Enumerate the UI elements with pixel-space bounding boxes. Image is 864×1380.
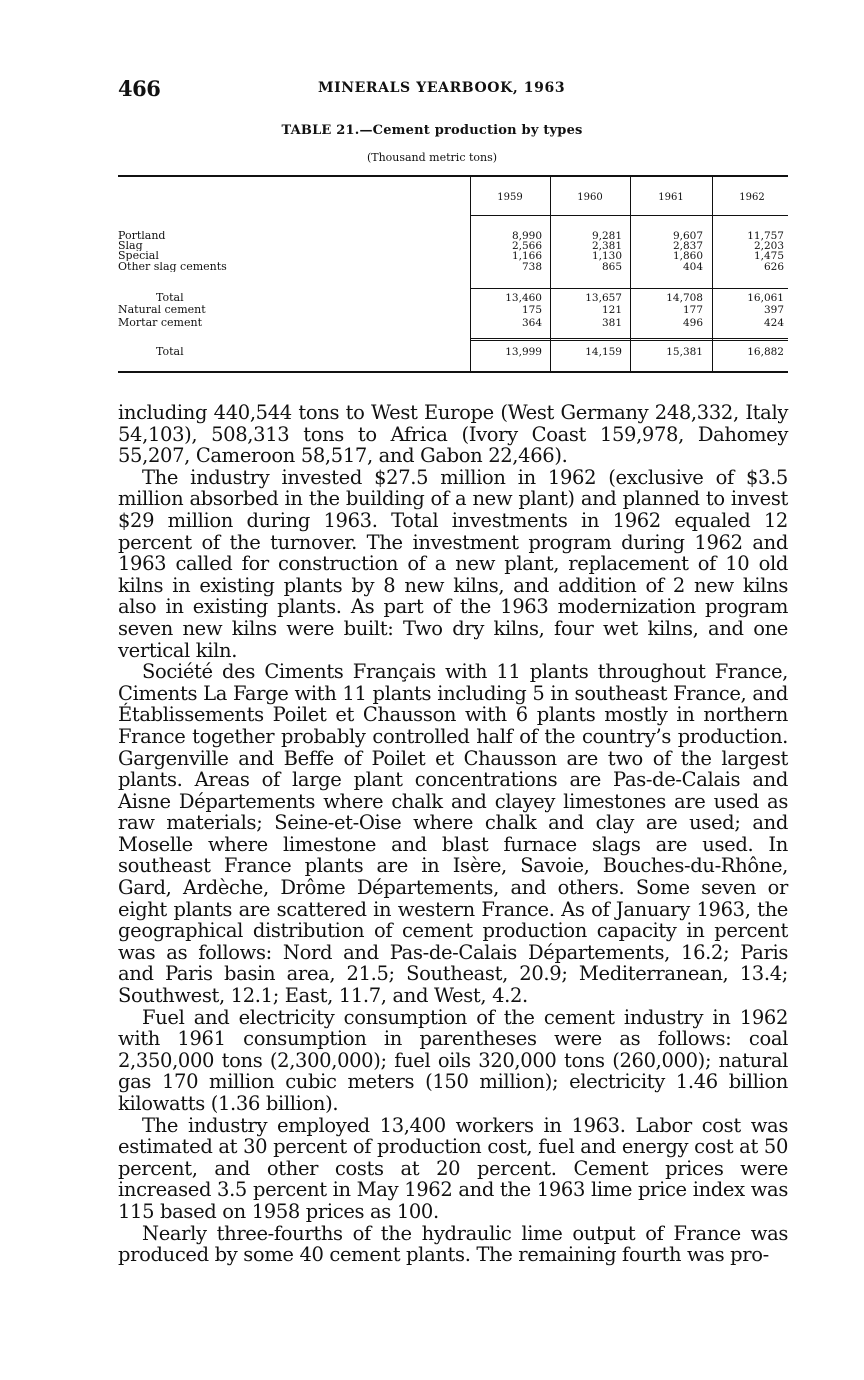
cell: 2,837	[672, 240, 703, 252]
row-label: Natural cement___________________________________________	[118, 305, 443, 315]
cell: 397	[763, 304, 784, 316]
cell: 626	[763, 261, 784, 273]
cell: 404	[682, 261, 703, 273]
cell: 1,860	[672, 250, 703, 262]
col-divider	[630, 177, 631, 371]
page-number: 466	[118, 76, 161, 101]
cell: 2,381	[591, 240, 622, 252]
cell: 9,281	[591, 230, 622, 242]
paragraph: Fuel and electricity consumption of the cement industry in 1962 with 1961 consumption in parentheses were as follows: coal 2,350,000 tons (2,300,000); fuel oils 320,000 tons (260,000); natural gas 170 million cubic meters (150 million); electricity 1.46 billion kilowatts (1.36 billion).	[118, 1005, 788, 1115]
cell: 738	[521, 261, 542, 273]
cell: 9,607	[672, 230, 703, 242]
cell: 13,460	[505, 292, 542, 304]
cell: 14,708	[666, 292, 703, 304]
cell: 424	[763, 317, 784, 329]
total-rule	[470, 338, 788, 339]
paragraph: including 440,544 tons to West Europe (West Germany 248,332, Italy 54,103), 508,313 tons to Africa (Ivory Coast 159,978, Dahomey 55,207, Cameroon 58,517, and Gabon 22,466).	[118, 401, 788, 468]
cell: 121	[601, 304, 622, 316]
paragraph: The industry invested $27.5 million in 1962 (exclusive of $3.5 million absorbed in the building of a new plant) and planned to invest $29 million during 1963. Total investments in 1962 equaled 12 percent of the turnover. The investment program during 1962 and 1963 called for construction of a new plant, replacement of 10 old kilns in existing plants by 8 new kilns, and addition of 2 new kilns also in existing plants. As part of the 1963 modernization program seven new kilns were built: Two dry kilns, four wet kilns, and one vertical kiln.	[118, 465, 788, 662]
row-label: Special________________________________________________	[118, 251, 423, 261]
paragraph: Nearly three-fourths of the hydraulic lime output of France was produced by some 40 cement plants. The remaining fourth was pro-	[118, 1221, 788, 1267]
col-heading-1961: 1961	[658, 192, 684, 203]
cell: 175	[521, 304, 542, 316]
cell: 8,990	[511, 230, 542, 242]
cell: 1,130	[591, 250, 622, 262]
cell: 1,166	[511, 250, 542, 262]
cell: 13,657	[585, 292, 622, 304]
row-label: Total_______________________________________________	[156, 347, 443, 357]
cell: 2,203	[753, 240, 784, 252]
cell: 14,159	[585, 346, 622, 358]
cell: 1,475	[753, 250, 784, 262]
table-bottom-rule	[118, 371, 788, 373]
cell: 381	[601, 317, 622, 329]
cell: 364	[521, 317, 542, 329]
cell: 177	[682, 304, 703, 316]
row-label: Slag__________________________________________________	[118, 241, 418, 251]
paragraph: Société des Ciments Français with 11 plants throughout France, Ciments La Farge with 11 plants including 5 in southeast France, and Établissements Poilet et Chausson with 6 plants mostly in northern France together probably controlled half of the country’s production. Gargenville and Beffe of Poilet et Chausson are two of the largest plants. Areas of large plant concentrations are Pas-de-Calais and Aisne Départements where chalk and clayey limestones are used as raw materials; Seine-et-Oise where chalk and clay are used; and Moselle where limestone and blast furnace slags are used. In southeast France plants are in Isère, Savoie, Bouches-du-Rhône, Gard, Ardèche, Drôme Départements, and others. Some seven or eight plants are scattered in western France. As of January 1963, the geographical distribution of cement production capacity in percent was as follows: Nord and Pas-de-Calais Départements, 16.2; Paris and Paris basin area, 21.5; Southeast, 20.9; Mediterranean, 13.4; Southwest, 12.1; East, 11.7, and West, 4.2.	[118, 660, 788, 1008]
col-divider	[550, 177, 551, 371]
cement-production-table	[118, 175, 788, 372]
col-divider	[470, 177, 471, 371]
col-divider	[712, 177, 713, 371]
col-heading-1962: 1962	[739, 192, 765, 203]
row-label: Mortar cement____________________________________________	[118, 318, 444, 328]
running-title: MINERALS YEARBOOK, 1963	[318, 80, 566, 96]
subtotal-rule	[470, 288, 788, 289]
row-label: Total_______________________________________________	[156, 293, 443, 303]
cell: 2,566	[511, 240, 542, 252]
cell: 11,757	[747, 230, 784, 242]
page-header	[118, 76, 788, 106]
cell: 865	[601, 261, 622, 273]
table-top-rule	[118, 175, 788, 177]
table-subtitle: (Thousand metric tons)	[366, 151, 498, 164]
cell: 15,381	[666, 346, 703, 358]
header-rule	[470, 215, 788, 216]
cell: 13,999	[505, 346, 542, 358]
cell: 496	[682, 317, 703, 329]
col-heading-1959: 1959	[497, 192, 523, 203]
row-label: Portland______________________________________________	[118, 231, 419, 241]
col-heading-1960: 1960	[577, 192, 603, 203]
cell: 16,882	[747, 346, 784, 358]
row-label: Other slag cements_________________________________________	[118, 262, 453, 272]
total-rule	[470, 340, 788, 341]
body-text	[118, 402, 788, 1266]
cell: 16,061	[747, 292, 784, 304]
table-title: TABLE 21.—Cement production by types	[281, 123, 583, 138]
paragraph: The industry employed 13,400 workers in 1963. Labor cost was estimated at 30 percent of production cost, fuel and energy cost at 50 percent, and other costs at 20 percent. Cement prices were increased 3.5 percent in May 1962 and the 1963 lime price index was 115 based on 1958 prices as 100.	[118, 1113, 788, 1223]
